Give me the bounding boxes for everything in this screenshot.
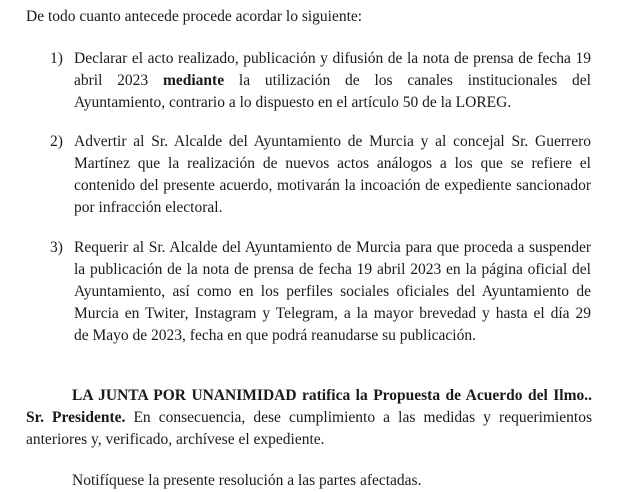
text-line: la publicación de la nota de prensa de fecha 19 abril 2023 en la página oficial del	[74, 261, 591, 278]
text-line: abril 2023 mediante la utilización de los canales institucionales del	[74, 72, 591, 89]
list-item-text	[74, 131, 591, 219]
intro-paragraph: De todo cuanto antecede procede acordar lo siguiente:	[26, 8, 363, 25]
list-item-text	[74, 237, 591, 347]
list-item-1	[50, 48, 591, 114]
list-item-3	[50, 237, 591, 347]
text-line: Ayuntamiento, así como en los perfiles sociales oficiales del Ayuntamiento de	[74, 283, 591, 300]
text-line: Martínez que la realización de nuevos actos análogos a los que se refiere el	[74, 155, 591, 172]
text-line: anteriores y, verificado, archívese el expediente.	[26, 431, 325, 448]
text-line: por infracción electoral.	[74, 199, 223, 216]
text-line: Advertir al Sr. Alcalde del Ayuntamiento de Murcia y al concejal Sr. Guerrero	[74, 133, 591, 150]
emphasis-text: mediante	[162, 72, 225, 89]
notification-paragraph: Notifíquese la presente resolución a las partes afectadas.	[72, 472, 422, 489]
text-line: LA JUNTA POR UNANIMIDAD ratifica la Propuesta de Acuerdo del Ilmo..	[72, 387, 592, 404]
text-line: de Mayo de 2023, fecha en que podrá reanudarse su publicación.	[74, 327, 476, 344]
text-line: Ayuntamiento, contrario a lo dispuesto en el artículo 50 de la LOREG.	[74, 94, 512, 111]
resolution-paragraph	[26, 385, 592, 451]
list-item-2	[50, 131, 591, 219]
text-line: Requerir al Sr. Alcalde del Ayuntamiento de Murcia para que proceda a suspender	[74, 239, 591, 256]
text-line: Declarar el acto realizado, publicación y difusión de la nota de prensa de fecha 19	[74, 50, 591, 67]
text-line: contenido del presente acuerdo, motivarán la incoación de expediente sancionador	[74, 177, 591, 194]
text-line: Sr. Presidente. En consecuencia, dese cumplimiento a las medidas y requerimientos	[26, 409, 592, 426]
list-item-text	[74, 48, 591, 114]
text-line: Murcia en Twiter, Instagram y Telegram, a la mayor brevedad y hasta el día 29	[74, 305, 591, 322]
list-item-number: 1)	[50, 50, 63, 67]
list-item-number: 3)	[50, 239, 63, 256]
list-item-number: 2)	[50, 133, 63, 150]
